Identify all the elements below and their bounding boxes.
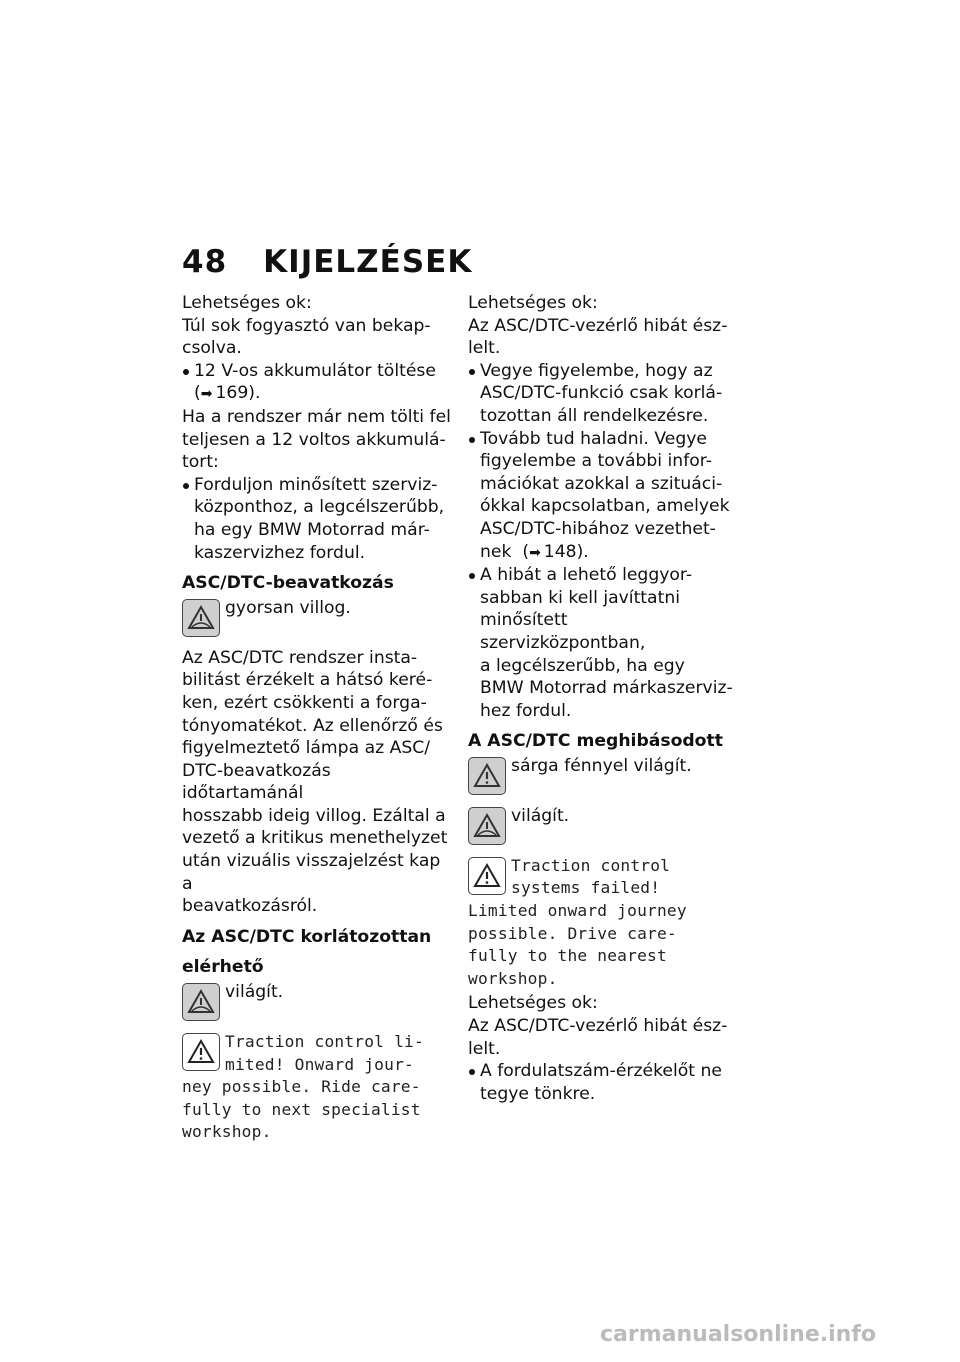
list-item — [182, 474, 452, 564]
list-item — [182, 360, 452, 406]
list-item — [468, 360, 738, 428]
warning-triangle-icon — [468, 857, 506, 895]
display-message-line: Traction control li- — [225, 1032, 424, 1052]
watermark: carmanualsonline.info — [600, 1322, 876, 1347]
display-message — [225, 1031, 424, 1076]
display-message-line: Limited onward journey — [468, 901, 687, 921]
indicator-row — [182, 981, 452, 1021]
list-item-text: 12 V-os akkumulátor töltése — [194, 360, 436, 381]
list-item-text: mációkat azokkal a szituáci- — [480, 473, 723, 494]
list-item-text: a legcélszerűbb, ha egy — [480, 655, 685, 676]
cause-label: Lehetséges ok: — [182, 293, 312, 313]
list-item-text: A hibát a lehető leggyor- — [480, 565, 693, 586]
display-message-line: ney possible. Ride care- — [182, 1077, 421, 1097]
display-message-line: mited! Onward jour- — [225, 1054, 414, 1074]
indicator-text: világít. — [225, 982, 284, 1003]
section-heading: ASC/DTC-beavatkozás — [182, 573, 394, 594]
cause-text: Az ASC/DTC-vezérlő hibát ész- — [468, 315, 728, 336]
body-text: hosszabb ideig villog. Ezáltal a — [182, 805, 446, 826]
right-column — [468, 292, 738, 1105]
body-text: teljesen a 12 voltos akkumulá- — [182, 429, 446, 450]
arrow-right-icon: ➡ — [200, 386, 213, 403]
page-number: 48 — [182, 244, 228, 280]
list-item-text: ókkal kapcsolatban, amelyek — [480, 496, 730, 517]
body-text: tónyomatékot. Az ellenőrző és — [182, 715, 443, 736]
body-text: ken, ezért csökkenti a forga- — [182, 692, 427, 713]
list-item-text: minősített szervizközpontban, — [480, 610, 646, 653]
asc-warning-icon — [468, 807, 506, 845]
indicator-text: világít. — [511, 805, 570, 826]
indicator-text: sárga fénnyel világít. — [511, 755, 692, 776]
list-item-text: ASC/DTC-funkció csak korlá- — [480, 383, 723, 404]
display-message-line: fully to next specialist — [182, 1099, 421, 1119]
display-message — [182, 1076, 452, 1144]
page-reference-number: 148). — [543, 541, 589, 562]
list-item-text: sabban ki kell javíttatni — [480, 587, 680, 608]
section-heading: Az ASC/DTC korlátozottan — [182, 926, 432, 947]
list-item-text: kaszervizhez fordul. — [194, 542, 366, 563]
display-message-row — [468, 855, 738, 900]
cause-text: lelt. — [468, 1038, 501, 1059]
section-heading: A ASC/DTC meghibásodott — [468, 731, 723, 752]
page-reference[interactable]: (➡ 169). — [194, 383, 261, 404]
page-title: KIJELZÉSEK — [263, 244, 473, 280]
body-text: Ha a rendszer már nem tölti fel — [182, 406, 451, 427]
list-item-text: BMW Motorrad márkaszerviz- — [480, 678, 733, 699]
display-message-line: systems failed! — [511, 878, 661, 898]
body-text: DTC-beavatkozás időtartamánál — [182, 760, 331, 804]
body-text: bilitást érzékelt a hátsó keré- — [182, 670, 433, 691]
list-item-text: Forduljon minősített szerviz- — [194, 474, 438, 495]
body-text: figyelmeztető lámpa az ASC/ — [182, 738, 431, 759]
display-message-line: fully to the nearest — [468, 946, 667, 966]
cause-text: Az ASC/DTC-vezérlő hibát ész- — [468, 1016, 728, 1037]
body-text: után vizuális visszajelzést kap a — [182, 851, 441, 894]
body-text: tort: — [182, 452, 219, 473]
page-header — [182, 244, 472, 280]
section-heading: elérhető — [182, 957, 264, 978]
list-item — [468, 1060, 738, 1105]
display-message-line: workshop. — [182, 1122, 272, 1142]
display-message — [511, 855, 670, 900]
list-item-text: hez fordul. — [480, 700, 572, 721]
list-item-text: Vegye figyelembe, hogy az — [480, 360, 713, 381]
left-column — [182, 292, 452, 1144]
indicator-row — [182, 597, 452, 637]
cause-label: Lehetséges ok: — [468, 293, 598, 313]
indicator-row — [468, 805, 738, 845]
list-item-text: központhoz, a legcélszerűbb, — [194, 497, 445, 518]
indicator-text: gyorsan villog. — [225, 597, 351, 618]
list-item-text: ASC/DTC-hibához vezethet- — [480, 518, 716, 539]
list-item-text: Tovább tud haladni. Vegye — [480, 428, 707, 449]
body-text: Az ASC/DTC rendszer insta- — [182, 647, 418, 668]
list-item-text: figyelembe a további infor- — [480, 451, 712, 472]
list-item-text: nek — [480, 541, 512, 562]
list-item-text: ha egy BMW Motorrad már- — [194, 519, 430, 540]
body-text: vezető a kritikus menethelyzet — [182, 828, 448, 849]
list-item-text: A fordulatszám-érzékelőt ne — [480, 1061, 722, 1082]
cause-text: Túl sok fogyasztó van bekap- — [182, 315, 431, 336]
cause-text: csolva. — [182, 338, 242, 359]
list-item — [468, 428, 738, 565]
display-message-row — [182, 1031, 452, 1076]
display-message-line: workshop. — [468, 968, 558, 988]
display-message-line: Traction control — [511, 855, 671, 875]
indicator-row — [468, 755, 738, 795]
body-text: beavatkozásról. — [182, 896, 318, 917]
warning-triangle-icon — [182, 1033, 220, 1071]
page-reference-number: 169). — [215, 383, 261, 404]
list-item-text: tozottan áll rendelkezésre. — [480, 405, 709, 426]
page-reference[interactable]: nek (➡ 148). — [480, 541, 589, 562]
list-item — [468, 564, 738, 722]
warning-triangle-icon — [468, 757, 506, 795]
asc-warning-icon — [182, 599, 220, 637]
cause-label: Lehetséges ok: — [468, 993, 598, 1014]
list-item-text: tegye tönkre. — [480, 1083, 596, 1104]
cause-text: lelt. — [468, 338, 501, 359]
arrow-right-icon: ➡ — [529, 544, 541, 561]
display-message-line: possible. Drive care- — [468, 923, 677, 943]
asc-warning-icon — [182, 983, 220, 1021]
display-message — [468, 900, 738, 990]
